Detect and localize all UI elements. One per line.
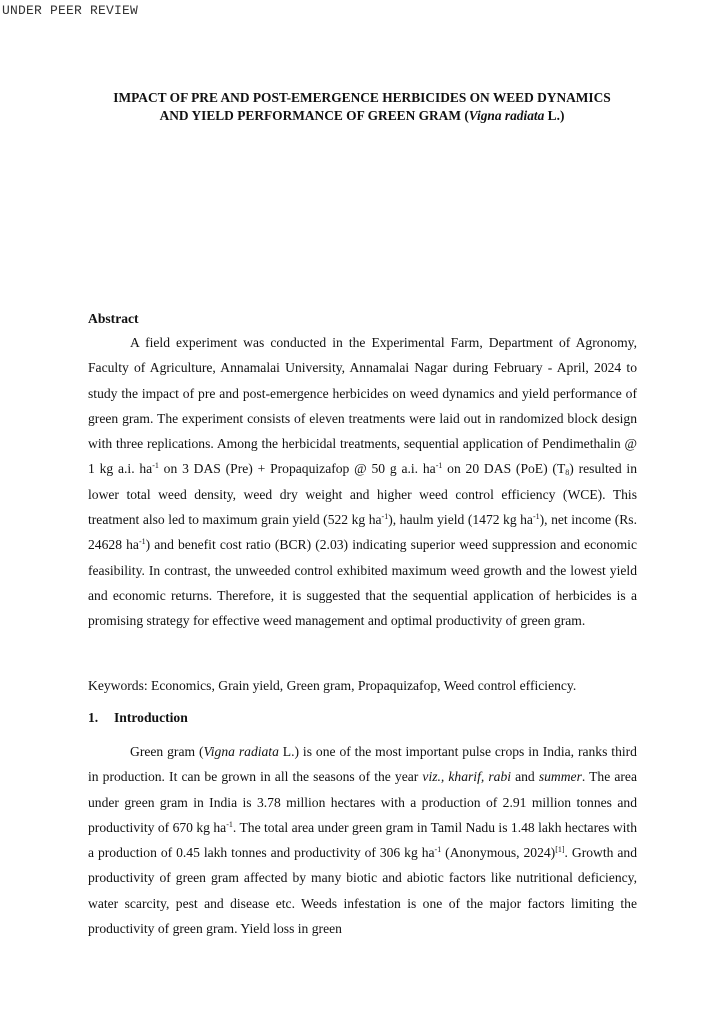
superscript: -1 xyxy=(226,819,233,829)
introduction-heading xyxy=(88,710,188,726)
season-term: summer xyxy=(538,769,582,785)
superscript: -1 xyxy=(152,461,159,471)
abstract-text: on 20 DAS (PoE) (T xyxy=(442,461,566,477)
title-line-2-pre: AND YIELD PERFORMANCE OF GREEN GRAM ( xyxy=(159,108,469,123)
peer-review-watermark: UNDER PEER REVIEW xyxy=(2,3,139,18)
intro-text: Green gram ( xyxy=(130,744,204,759)
abstract-text: on 3 DAS (Pre) + Propaquizafop @ 50 g a.i. ha xyxy=(158,461,436,477)
citation-reference[interactable]: [1] xyxy=(555,845,565,855)
superscript: -1 xyxy=(435,461,443,471)
section-title: Introduction xyxy=(114,710,188,725)
superscript: -1 xyxy=(434,845,442,855)
abstract-heading: Abstract xyxy=(88,311,139,326)
paper-title xyxy=(60,89,664,125)
superscript: -1 xyxy=(532,512,540,522)
title-line-1: IMPACT OF PRE AND POST-EMERGENCE HERBICIDES ON WEED DYNAMICS xyxy=(113,90,611,105)
abstract-text: ), haulm yield (1472 kg ha xyxy=(388,512,533,528)
intro-text: (Anonymous, 2024) xyxy=(441,845,556,861)
title-species-name: Vigna radiata xyxy=(468,108,545,123)
superscript: -1 xyxy=(381,512,389,522)
section-number: 1. xyxy=(88,710,99,725)
intro-text: . The total area under green gram in Tamil Nadu is 1.48 lakh hectares with a production of 0.45 lakh tonnes and productivity of 306 kg ha xyxy=(88,819,638,861)
keywords: Keywords: Economics, Grain yield, Green gram, Propaquizafop, Weed control efficiency. xyxy=(88,678,577,693)
abstract-body xyxy=(88,330,637,634)
abstract-text: A field experiment was conducted in the Experimental Farm, Department of Agronomy, Faculty of Agriculture, Annamalai University, Annamalai Nagar during February - April, 2024 to study the impact of pre and post-emergence herbicides on weed dynamics and yield performance of green gram. The experiment consists of eleven treatments were laid out in randomized block design with three replications. Among the herbicidal treatments, sequential application of Pendimethalin @ 1 kg a.i. ha xyxy=(88,335,637,477)
abstract-text: ), net income (Rs. 24628 ha xyxy=(88,512,638,553)
title-line-2-post: L.) xyxy=(544,108,565,123)
abstract-text: ) resulted in lower total weed density, weed dry weight and higher weed control efficiency (WCE). This treatment also led to maximum grain yield (522 kg ha xyxy=(88,461,637,528)
superscript: -1 xyxy=(138,537,146,547)
season-terms: viz., kharif, rabi xyxy=(422,769,512,785)
intro-text: and xyxy=(511,769,539,785)
abstract-text: ) and benefit cost ratio (BCR) (2.03) indicating superior weed suppression and economic feasibility. In contrast, the unweeded control exhibited maximum weed growth and the lowest yield and economic returns. Therefore, it is suggested that the sequential application of herbicides is a promising strategy for effective weed management and optimal productivity of green gram. xyxy=(88,537,637,629)
intro-text: . The area under green gram in India is 3.78 million hectares with a production of 2.91 million tonnes and productivity of 670 kg ha xyxy=(88,769,637,835)
introduction-body xyxy=(88,739,637,941)
species-name: Vigna radiata xyxy=(203,744,279,759)
intro-text: L.) is one of the most important pulse crops in India, ranks third in production. It can be grown in all the seasons of the year xyxy=(88,744,637,785)
subscript: 8 xyxy=(565,468,570,478)
intro-text: . Growth and productivity of green gram affected by many biotic and abiotic factors like nutritional deficiency, water scarcity, pest and disease etc. Weeds infestation is one of the major factors limiting the productivity of green gram. Yield loss in green xyxy=(88,845,637,937)
